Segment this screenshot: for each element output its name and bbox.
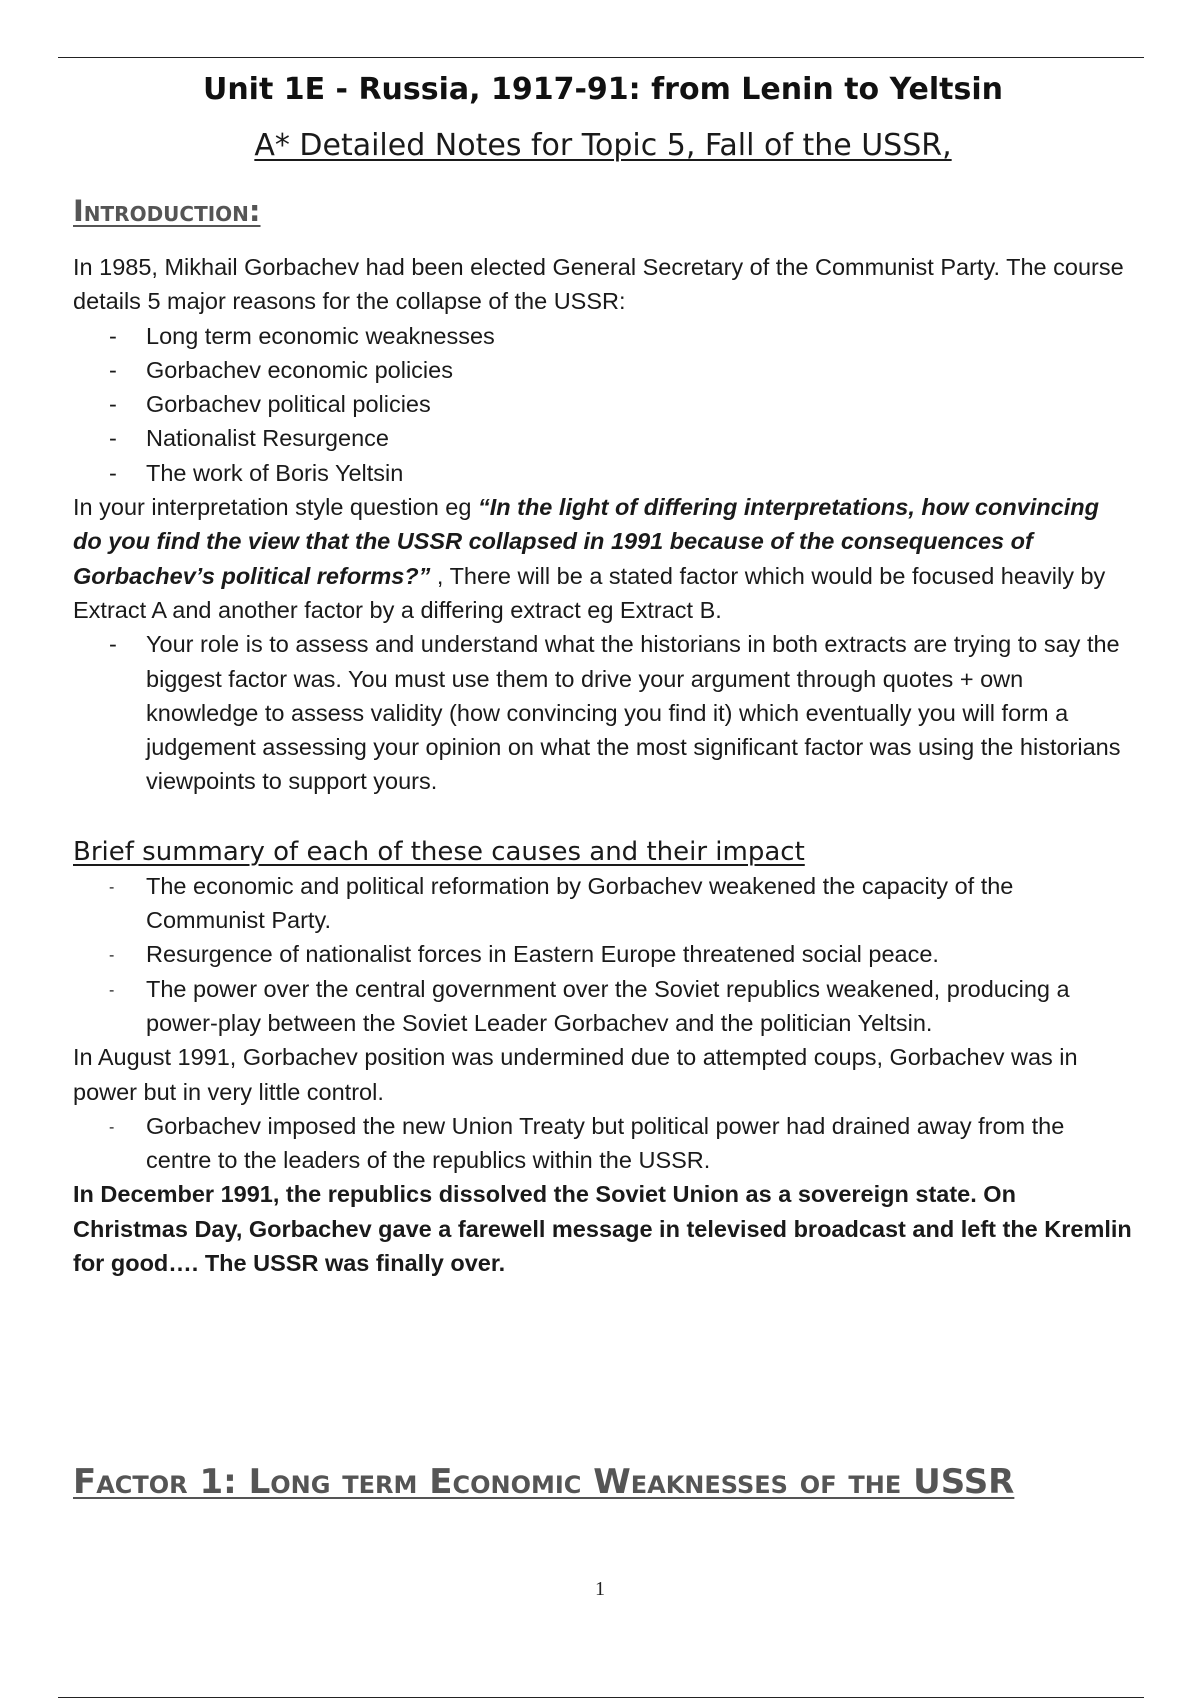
- august-list: [73, 1109, 1133, 1178]
- subtitle-text: A* Detailed Notes for Topic 5, Fall of the USSR,: [254, 128, 952, 163]
- list-item: - Long term economic weaknesses: [73, 319, 1133, 353]
- august-paragraph: In August 1991, Gorbachev position was undermined due to attempted coups, Gorbachev was in power but in very little control.: [73, 1044, 1078, 1105]
- introduction-body: [73, 250, 1133, 1280]
- top-rule: [58, 57, 1144, 58]
- document-subtitle: [73, 126, 1133, 166]
- example-question-quote: “In the light of differing interpretations, how convincing do you find the view that the USSR collapsed in 1991 because of the consequences of Gorbachev’s political reforms?”: [73, 494, 1099, 589]
- page-number: 1: [595, 1578, 605, 1600]
- intro-paragraph: In 1985, Mikhail Gorbachev had been elected General Secretary of the Communist Party. The course details 5 major reasons for the collapse of the USSR:: [73, 254, 1124, 315]
- bottom-rule: [58, 1697, 1144, 1698]
- factor-1-heading: Factor 1: Long term Economic Weaknesses of the USSR: [73, 1462, 1015, 1503]
- document-title: Unit 1E - Russia, 1917-91: from Lenin to Yeltsin: [202, 72, 1004, 107]
- interpretation-paragraph: [73, 490, 1133, 627]
- list-item: - Resurgence of nationalist forces in Eastern Europe threatened social peace.: [73, 937, 1133, 971]
- list-item: - Your role is to assess and understand what the historians in both extracts are trying to say the biggest factor was. You must use them to drive your argument through quotes + own knowledge to assess validity (how convincing you find it) which eventually you will form a judgement assessing your opinion on what the most significant factor was using the historians viewpoints to support yours.: [73, 627, 1133, 798]
- reasons-list: [73, 319, 1133, 490]
- list-item: - Nationalist Resurgence: [73, 421, 1133, 455]
- list-item: - Gorbachev imposed the new Union Treaty but political power had drained away from the centre to the leaders of the republics within the USSR.: [73, 1109, 1133, 1178]
- list-item: - The economic and political reformation by Gorbachev weakened the capacity of the Communist Party.: [73, 869, 1133, 938]
- role-list: [73, 627, 1133, 798]
- list-item: - The power over the central government over the Soviet republics weakened, producing a power-play between the Soviet Leader Gorbachev and the politician Yeltsin.: [73, 972, 1133, 1041]
- interpretation-text-start: In your interpretation style question eg: [73, 494, 478, 521]
- summary-heading: Brief summary of each of these causes and their impact: [73, 836, 805, 867]
- document-page: [73, 68, 1133, 1504]
- summary-list: [73, 869, 1133, 1040]
- list-item: - The work of Boris Yeltsin: [73, 456, 1133, 490]
- introduction-heading: Introduction:: [73, 194, 261, 228]
- december-paragraph: In December 1991, the republics dissolved the Soviet Union as a sovereign state. On Christmas Day, Gorbachev gave a farewell message in televised broadcast and left the Kremlin for good…. The USSR was finally over.: [73, 1181, 1132, 1277]
- interpretation-text-end: , There will be a stated factor which would be focused heavily by Extract A and another factor by a differing extract eg Extract B.: [73, 562, 1106, 623]
- list-item: - Gorbachev political policies: [73, 387, 1133, 421]
- list-item: - Gorbachev economic policies: [73, 353, 1133, 387]
